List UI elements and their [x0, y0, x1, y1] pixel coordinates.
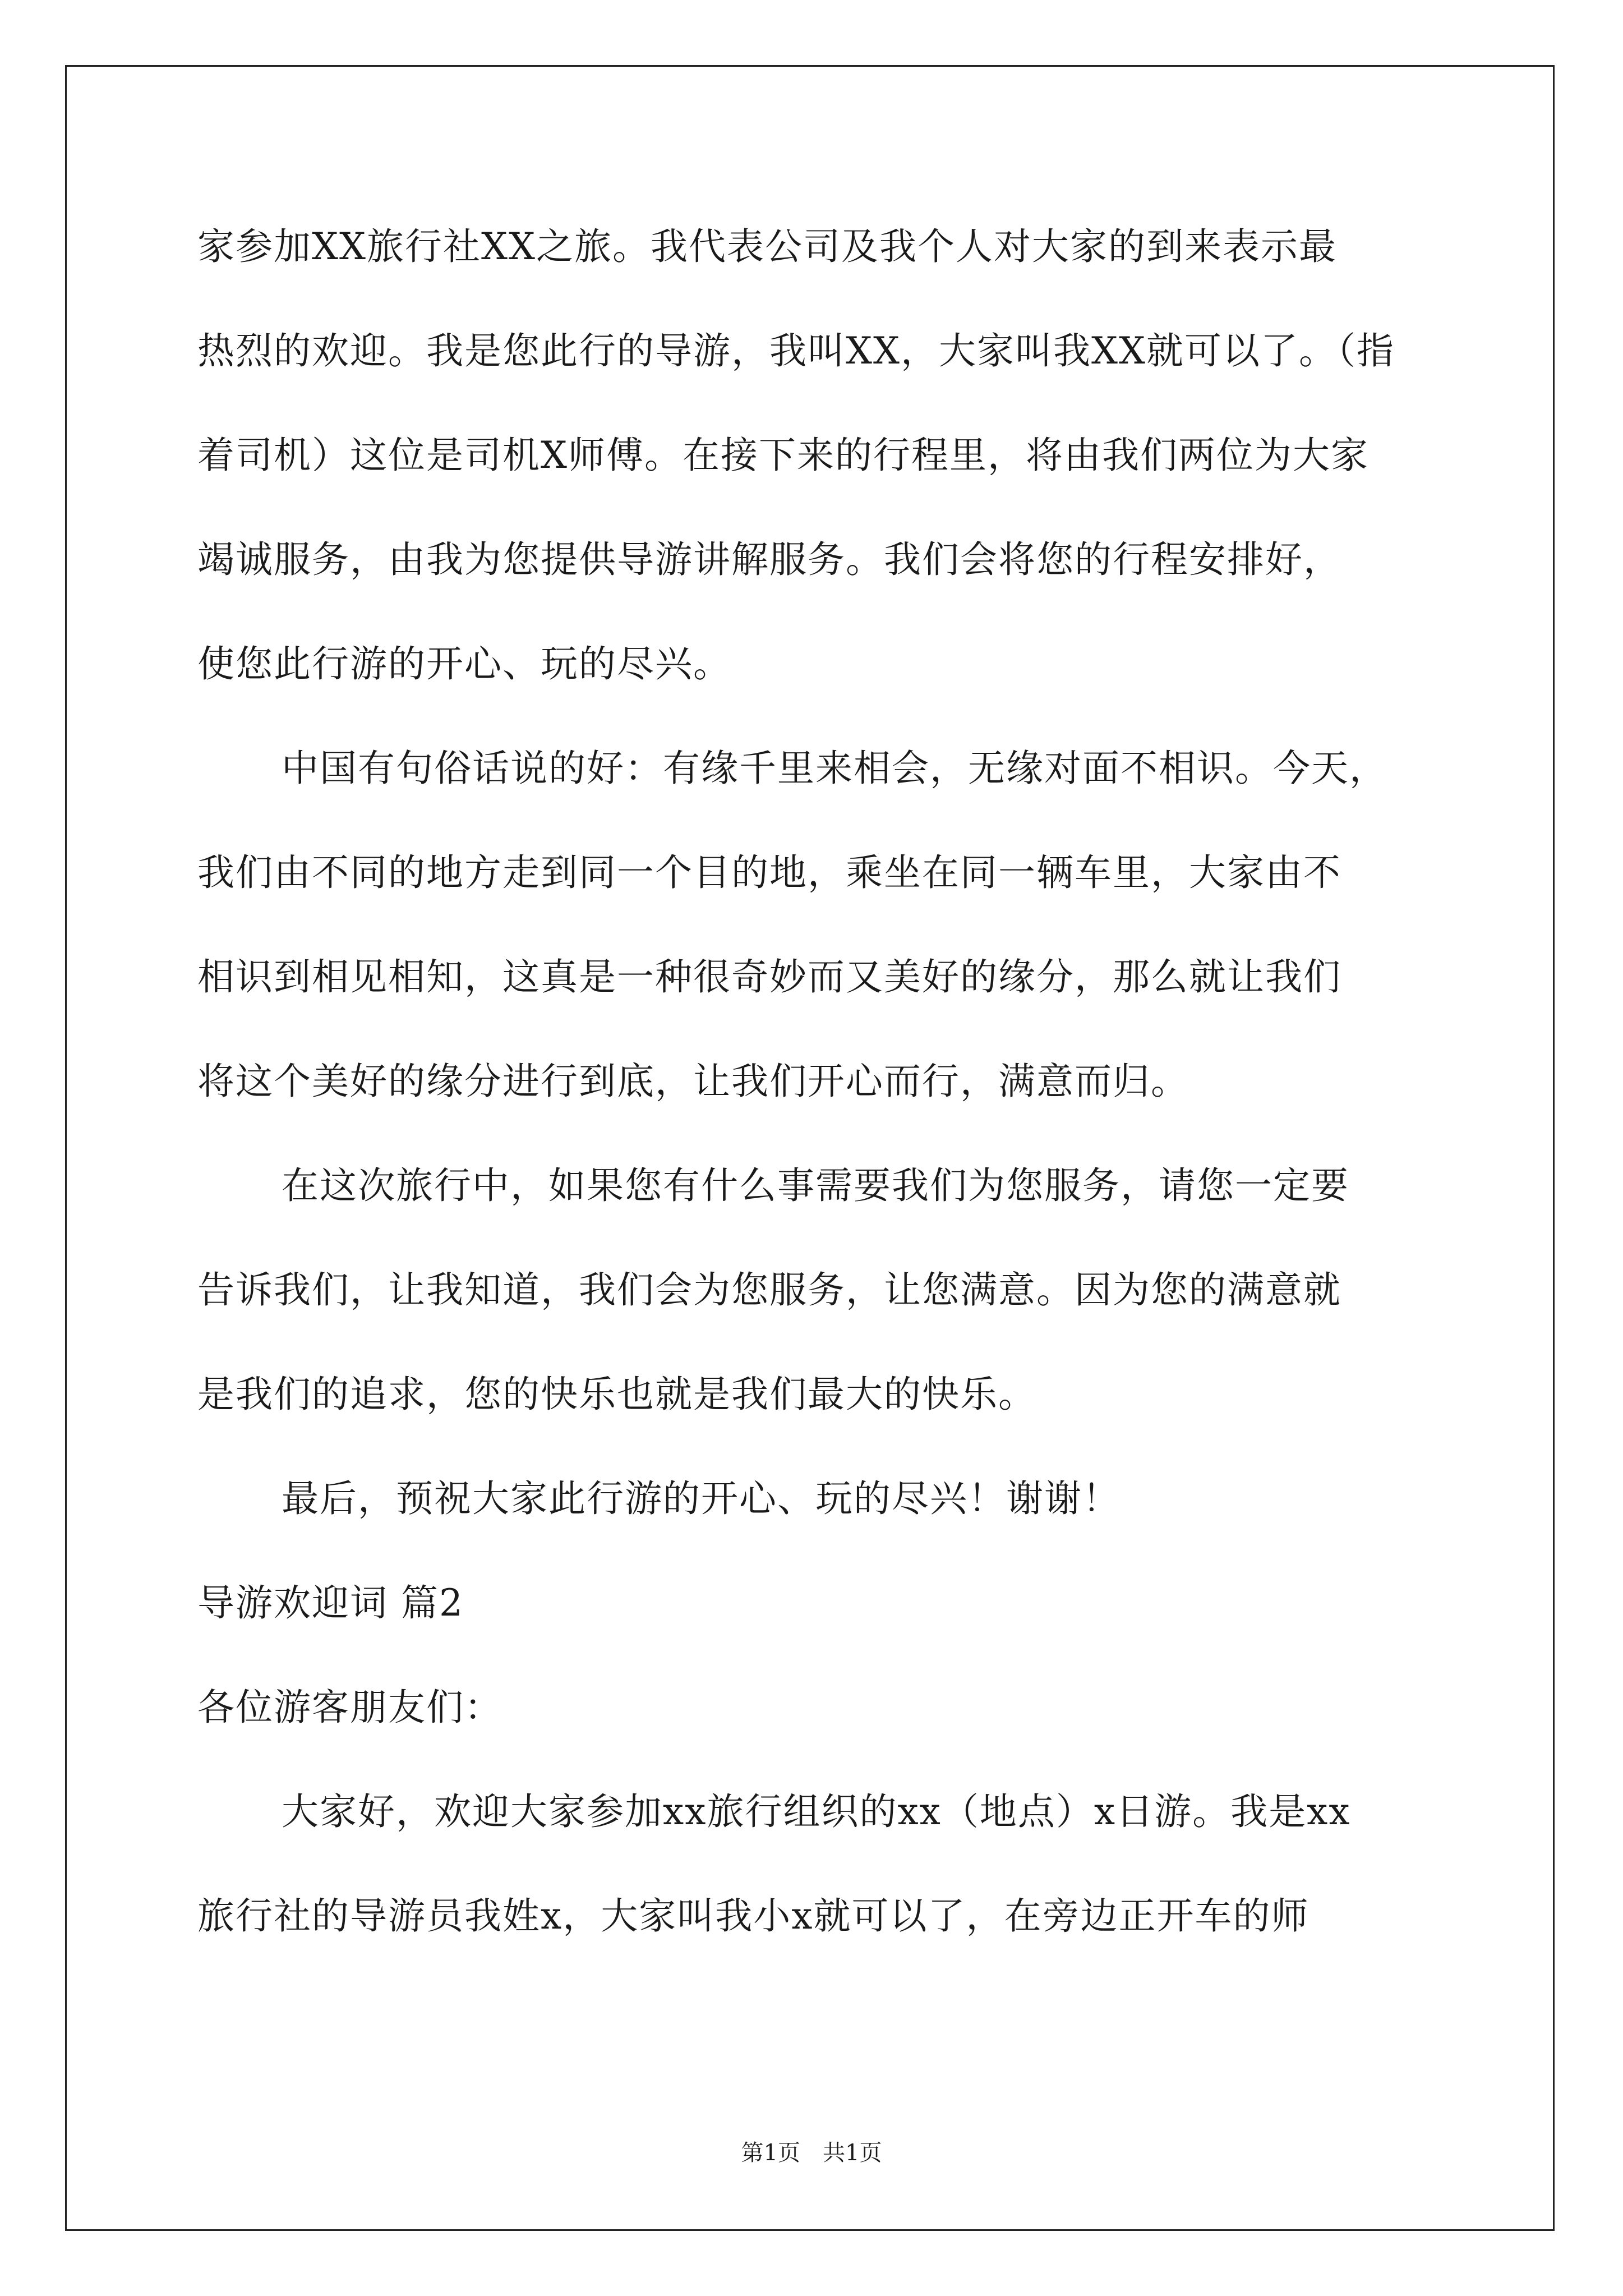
text-line: 大家好，欢迎大家参加xx旅行组织的xx（地点）x日游。我是xx: [282, 1790, 1351, 1833]
page-number: 第1页 共1页: [741, 2140, 882, 2166]
salutation: [197, 1674, 1431, 1778]
page-footer: [0, 2136, 1623, 2170]
text-line: 最后，预祝大家此行游的开心、玩的尽兴！谢谢！: [282, 1477, 1121, 1520]
paragraph: [197, 1465, 1431, 1570]
text-line: 我们由不同的地方走到同一个目的地，乘坐在同一辆车里，大家由不: [197, 851, 1341, 894]
text-line: 将这个美好的缘分进行到底，让我们开心而行，满意而归。: [197, 1060, 1189, 1103]
text-line: 告诉我们，让我知道，我们会为您服务，让您满意。因为您的满意就: [197, 1268, 1341, 1312]
text-line: 各位游客朋友们：: [197, 1686, 502, 1729]
paragraph: [197, 1152, 1431, 1465]
paragraph: [197, 1778, 1431, 1987]
document-body: [197, 213, 1431, 1987]
text-line: 竭诚服务，由我为您提供导游讲解服务。我们会将您的行程安排好，: [197, 538, 1341, 581]
text-line: 热烈的欢迎。我是您此行的导游，我叫XX，大家叫我XX就可以了。（指: [197, 329, 1395, 372]
text-line: 着司机）这位是司机X师傅。在接下来的行程里，将由我们两位为大家: [197, 434, 1369, 477]
text-line: 旅行社的导游员我姓x，大家叫我小x就可以了，在旁边正开车的师: [197, 1894, 1310, 1938]
text-line: 使您此行游的开心、玩的尽兴。: [197, 642, 731, 685]
paragraph: [197, 735, 1431, 1152]
paragraph: [197, 213, 1431, 735]
text-line: 相识到相见相知，这真是一种很奇妙而又美好的缘分，那么就让我们: [197, 955, 1341, 999]
section-heading: [197, 1570, 1431, 1674]
heading-text: 导游欢迎词 篇2: [197, 1581, 464, 1625]
text-line: 家参加XX旅行社XX之旅。我代表公司及我个人对大家的到来表示最: [197, 225, 1337, 268]
text-line: 中国有句俗话说的好：有缘千里来相会，无缘对面不相识。今天，: [282, 747, 1387, 790]
text-line: 在这次旅行中，如果您有什么事需要我们为您服务，请您一定要: [282, 1164, 1349, 1207]
text-line: 是我们的追求，您的快乐也就是我们最大的快乐。: [197, 1373, 1036, 1416]
